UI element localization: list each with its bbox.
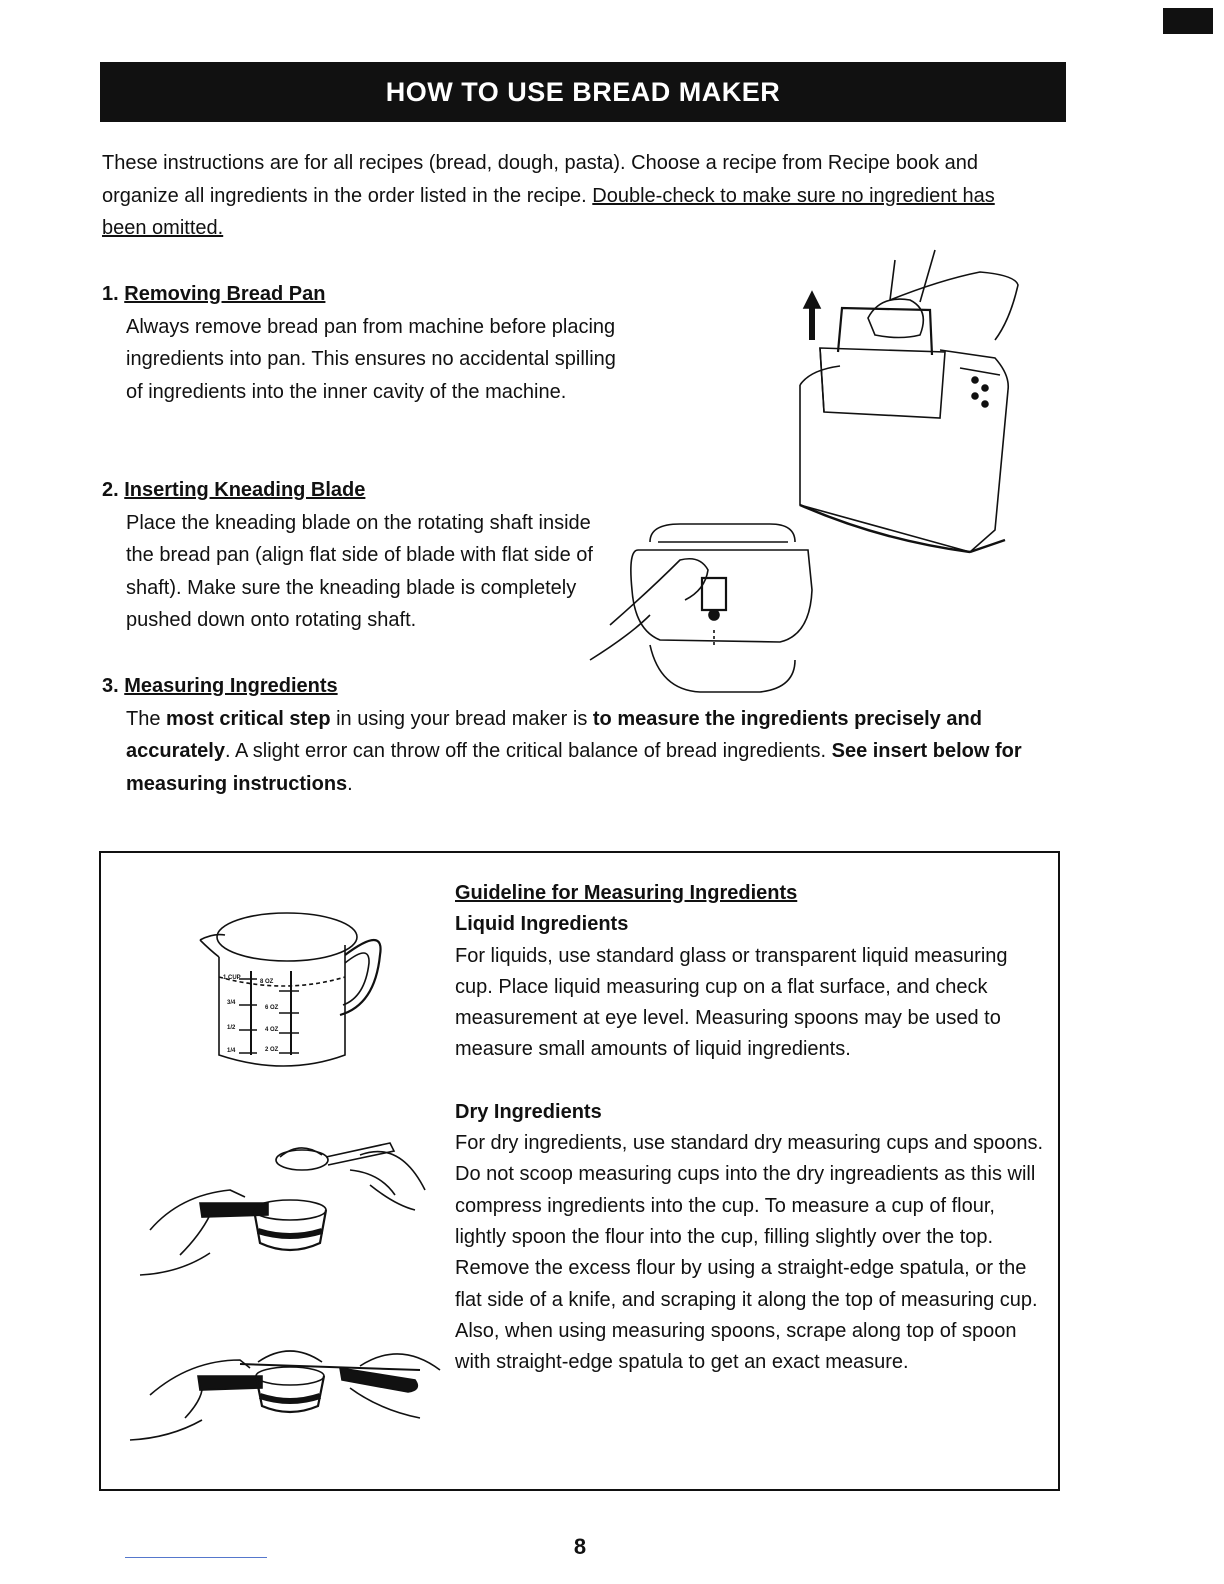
step-title: Measuring Ingredients xyxy=(124,675,338,697)
intro-text: These instructions are for all recipes (bread, dough, pasta). Choose a recipe from Recipe book and organize all ingredients in the order listed in the recipe. xyxy=(102,152,979,207)
step-body-text: . xyxy=(347,772,353,795)
step-body-text: . A slight error can throw off the critical balance of bread ingredients. xyxy=(224,740,832,762)
step-number: 3. xyxy=(102,675,119,697)
cup-mark-4oz: 4 OZ xyxy=(265,1027,279,1033)
step-removing-bread-pan xyxy=(102,278,622,408)
step-number: 2. xyxy=(102,479,119,501)
step-heading xyxy=(102,278,622,311)
spooning-flour-illustration xyxy=(140,1135,440,1285)
liquid-measuring-cup-illustration xyxy=(195,905,390,1075)
dry-ingredients-heading: Dry Ingredients xyxy=(455,1100,602,1123)
step-inserting-kneading-blade xyxy=(102,474,622,637)
step-body-emphasis: to measure the ingredients precisely and accurately xyxy=(126,707,982,762)
cup-mark-8oz: 8 OZ xyxy=(260,979,274,985)
page-title: HOW TO USE BREAD MAKER xyxy=(385,76,781,107)
cup-mark-3-4: 3/4 xyxy=(227,1000,236,1006)
guideline-heading: Guideline for Measuring Ingredients xyxy=(455,882,798,904)
step-title: Inserting Kneading Blade xyxy=(124,479,366,501)
page-title-bar xyxy=(100,62,1066,122)
kneading-blade-illustration xyxy=(590,520,820,695)
step-title: Removing Bread Pan xyxy=(124,283,326,305)
corner-tab-marker xyxy=(1163,8,1213,34)
liquid-ingredients-heading: Liquid Ingredients xyxy=(455,913,629,936)
step-body-emphasis: most critical step xyxy=(166,707,331,730)
cup-mark-1-2: 1/2 xyxy=(227,1025,236,1031)
step-number: 1. xyxy=(102,283,119,305)
step-body-emphasis: See insert below for measuring instructions xyxy=(126,740,1022,795)
guideline-text-column xyxy=(455,878,1045,1378)
cup-mark-6oz: 6 OZ xyxy=(265,1005,279,1011)
footer-rule xyxy=(125,1557,267,1558)
cup-mark-1cup: 1 CUP xyxy=(223,975,241,981)
page-number: 8 xyxy=(573,1534,587,1559)
step-heading xyxy=(102,474,622,507)
liquid-ingredients-body: For liquids, use standard glass or transparent liquid measuring cup. Place liquid measuring cup on a flat surface, and check measurement at eye level. Measuring spoons may be used to measure small amounts of liquid ingredients. xyxy=(455,944,1008,1061)
dry-ingredients-body: For dry ingredients, use standard dry measuring cups and spoons. Do not scoop measuring cups into the dry ingreadients as this will compress ingredients into the cup. To measure a cup of flour, lightly spoon the flour into the cup, filling slightly over the top. Remove the excess flour by using a straight-edge spatula, or the flat side of a knife, and scraping it along the top of measuring cup. Also, when using measuring spoons, scrape along top of spoon with straight-edge spatula to get an exact measure. xyxy=(455,1132,1044,1374)
intro-underlined-text: Double-check to make sure no ingredient has been omitted. xyxy=(102,184,995,239)
step-body: Place the kneading blade on the rotating shaft inside the bread pan (align flat side of blade with flat side of shaft). Make sure the kneading blade is completely pushed down onto rotating shaft. xyxy=(126,511,593,631)
bread-machine-illustration xyxy=(780,240,1020,560)
step-body xyxy=(102,703,1082,801)
step-body-text: in using your bread maker is xyxy=(330,707,593,730)
cup-mark-2oz: 2 OZ xyxy=(265,1047,279,1053)
leveling-flour-illustration xyxy=(130,1340,450,1450)
step-body-text: The xyxy=(126,707,167,730)
cup-mark-1-4: 1/4 xyxy=(227,1048,236,1054)
intro-paragraph xyxy=(102,147,1042,245)
step-body: Always remove bread pan from machine before placing ingredients into pan. This ensures no accidental spilling of ingredients into the inner cavity of the machine. xyxy=(126,315,616,403)
